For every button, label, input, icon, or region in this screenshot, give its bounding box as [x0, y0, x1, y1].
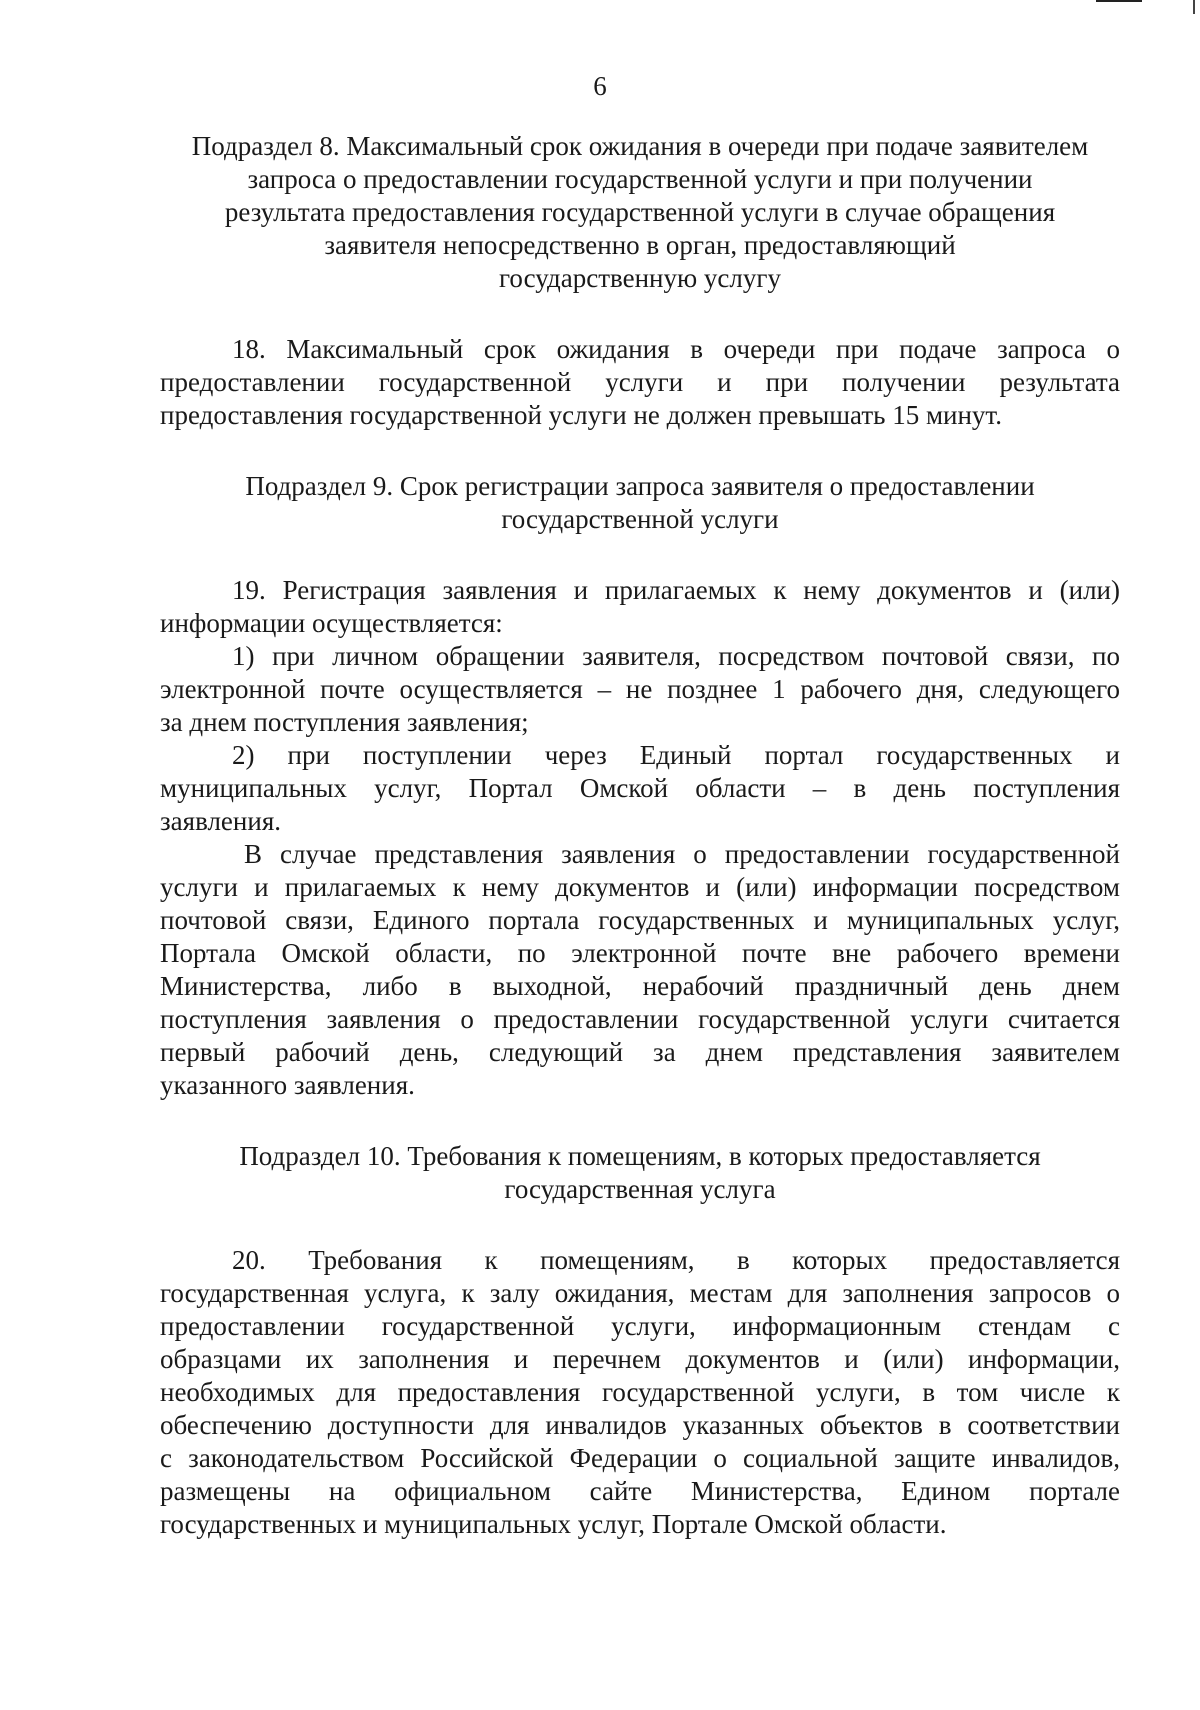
paragraph-line: Министерства, либо в выходной, нерабочий праздничный день днем — [160, 971, 1120, 1001]
section-8-heading — [160, 130, 1120, 295]
paragraph-line: государственная услуга, к залу ожидания, местам для заполнения запросов о — [160, 1278, 1120, 1308]
paragraph-line: указанного заявления. — [160, 1070, 415, 1100]
list-item-1 — [160, 640, 1120, 739]
heading-line: заявителя непосредственно в орган, предоставляющий — [324, 230, 956, 260]
paragraph-line: заявления. — [160, 806, 281, 836]
heading-line: государственной услуги — [501, 504, 779, 534]
paragraph-line: информации осуществляется: — [160, 608, 503, 638]
paragraph-line: предоставлении государственной услуги, информационным стендам с — [160, 1311, 1120, 1341]
heading-line: результата предоставления государственной услуги в случае обращения — [224, 197, 1056, 227]
section-10-heading — [160, 1140, 1120, 1206]
scan-corner-rule — [1096, 0, 1142, 2]
document-page — [160, 130, 1120, 1541]
paragraph-line: поступления заявления о предоставлении государственной услуги считается — [160, 1004, 1120, 1034]
paragraph-line: необходимых для предоставления государственной услуги, в том числе к — [160, 1377, 1120, 1407]
paragraph-line: муниципальных услуг, Портал Омской области – в день поступления — [160, 773, 1120, 803]
paragraph-line: Портала Омской области, по электронной почте вне рабочего времени — [160, 938, 1120, 968]
page-number: 6 — [593, 71, 607, 101]
paragraph-line: обеспечению доступности для инвалидов указанных объектов в соответствии — [160, 1410, 1120, 1440]
paragraph-line: с законодательством Российской Федерации о социальной защите инвалидов, — [160, 1443, 1120, 1473]
paragraph-line: предоставлении государственной услуги и при получении результата — [160, 367, 1120, 397]
paragraph-20 — [160, 1244, 1120, 1541]
paragraph-line: 18. Максимальный срок ожидания в очереди при подаче запроса о — [232, 334, 1120, 364]
paragraph-18 — [160, 333, 1120, 432]
paragraph-line: 1) при личном обращении заявителя, посредством почтовой связи, по — [232, 641, 1120, 671]
paragraph-line: первый рабочий день, следующий за днем представления заявителем — [160, 1037, 1120, 1067]
paragraph-case — [160, 838, 1120, 1102]
paragraph-line: государственных и муниципальных услуг, Портале Омской области. — [160, 1509, 947, 1539]
paragraph-line: 20. Требования к помещениям, в которых предоставляется — [232, 1245, 1120, 1275]
paragraph-line: почтовой связи, Единого портала государственных и муниципальных услуг, — [160, 905, 1120, 935]
paragraph-19 — [160, 574, 1120, 640]
heading-line: Подраздел 8. Максимальный срок ожидания в очереди при подаче заявителем — [191, 131, 1089, 161]
paragraph-line: В случае представления заявления о предоставлении государственной — [244, 839, 1120, 869]
paragraph-line: услуги и прилагаемых к нему документов и (или) информации посредством — [160, 872, 1120, 902]
paragraph-line: образцами их заполнения и перечнем документов и (или) информации, — [160, 1344, 1120, 1374]
paragraph-line: 2) при поступлении через Единый портал государственных и — [232, 740, 1120, 770]
paragraph-line: электронной почте осуществляется – не позднее 1 рабочего дня, следующего — [160, 674, 1120, 704]
paragraph-line: за днем поступления заявления; — [160, 707, 529, 737]
paragraph-line: предоставления государственной услуги не должен превышать 15 минут. — [160, 400, 1002, 430]
heading-line: государственную услугу — [499, 263, 781, 293]
heading-line: Подраздел 9. Срок регистрации запроса заявителя о предоставлении — [245, 471, 1035, 501]
scan-corner-tick — [1193, 0, 1195, 14]
paragraph-line: 19. Регистрация заявления и прилагаемых к нему документов и (или) — [232, 575, 1120, 605]
heading-line: запроса о предоставлении государственной услуги и при получении — [247, 164, 1033, 194]
list-item-2 — [160, 739, 1120, 838]
section-9-heading — [160, 470, 1120, 536]
heading-line: государственная услуга — [504, 1174, 776, 1204]
heading-line: Подраздел 10. Требования к помещениям, в которых предоставляется — [239, 1141, 1041, 1171]
paragraph-line: размещены на официальном сайте Министерства, Едином портале — [160, 1476, 1120, 1506]
